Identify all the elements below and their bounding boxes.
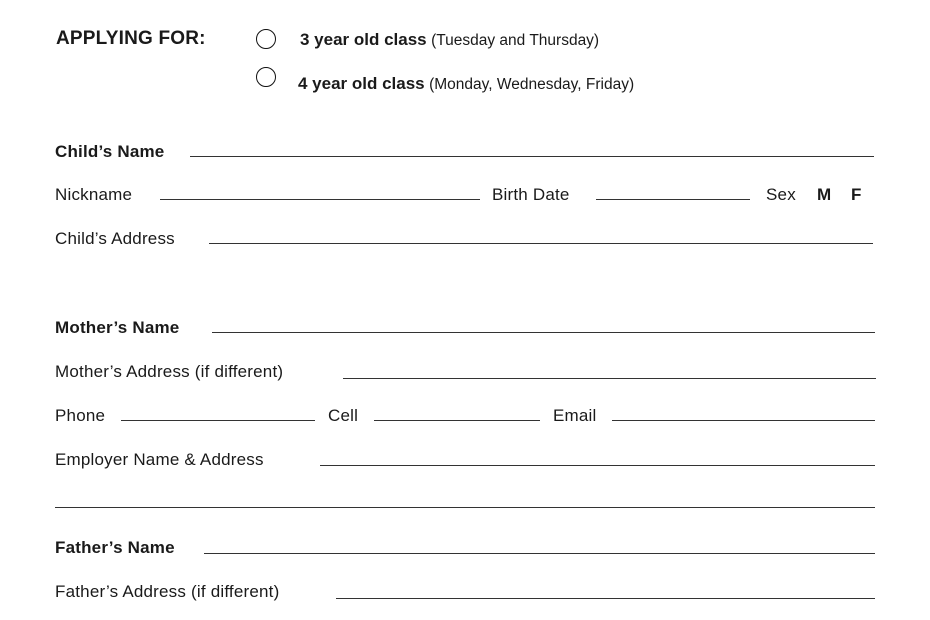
birth-date-field[interactable] — [596, 199, 750, 200]
mothers-address-label: Mother’s Address (if different) — [55, 362, 284, 381]
radio-4-year-class[interactable] — [256, 67, 276, 87]
employer-label: Employer Name & Address — [55, 450, 264, 469]
fathers-name-label: Father’s Name — [55, 538, 175, 557]
mothers-name-label: Mother’s Name — [55, 318, 180, 337]
email-label: Email — [553, 406, 597, 425]
childs-name-field[interactable] — [190, 156, 874, 157]
radio-3-year-class[interactable] — [256, 29, 276, 49]
fathers-name-field[interactable] — [204, 553, 875, 554]
sex-label: Sex — [766, 185, 796, 204]
option-4-year-label: 4 year old class — [298, 74, 425, 93]
nickname-field[interactable] — [160, 199, 480, 200]
sex-option-m[interactable]: M — [817, 185, 832, 204]
birth-date-label: Birth Date — [492, 185, 570, 204]
fathers-address-field[interactable] — [336, 598, 875, 599]
nickname-label: Nickname — [55, 185, 133, 204]
applying-for-heading: APPLYING FOR: — [56, 28, 206, 49]
phone-field[interactable] — [121, 420, 315, 421]
sex-option-f[interactable]: F — [851, 185, 862, 204]
cell-label: Cell — [328, 406, 359, 425]
phone-label: Phone — [55, 406, 106, 425]
option-3-year-class — [300, 30, 599, 50]
childs-address-label: Child’s Address — [55, 229, 175, 248]
option-4-year-detail: (Monday, Wednesday, Friday) — [429, 76, 635, 93]
cell-field[interactable] — [374, 420, 540, 421]
option-3-year-detail: (Tuesday and Thursday) — [431, 32, 600, 49]
mothers-name-field[interactable] — [212, 332, 875, 333]
fathers-address-label: Father’s Address (if different) — [55, 582, 280, 601]
employer-field-line-2[interactable] — [55, 507, 875, 508]
employer-field[interactable] — [320, 465, 875, 466]
childs-address-field[interactable] — [209, 243, 873, 244]
mothers-address-field[interactable] — [343, 378, 876, 379]
email-field[interactable] — [612, 420, 875, 421]
childs-name-label: Child’s Name — [55, 142, 165, 161]
option-3-year-label: 3 year old class — [300, 30, 427, 49]
option-4-year-class — [298, 74, 634, 94]
